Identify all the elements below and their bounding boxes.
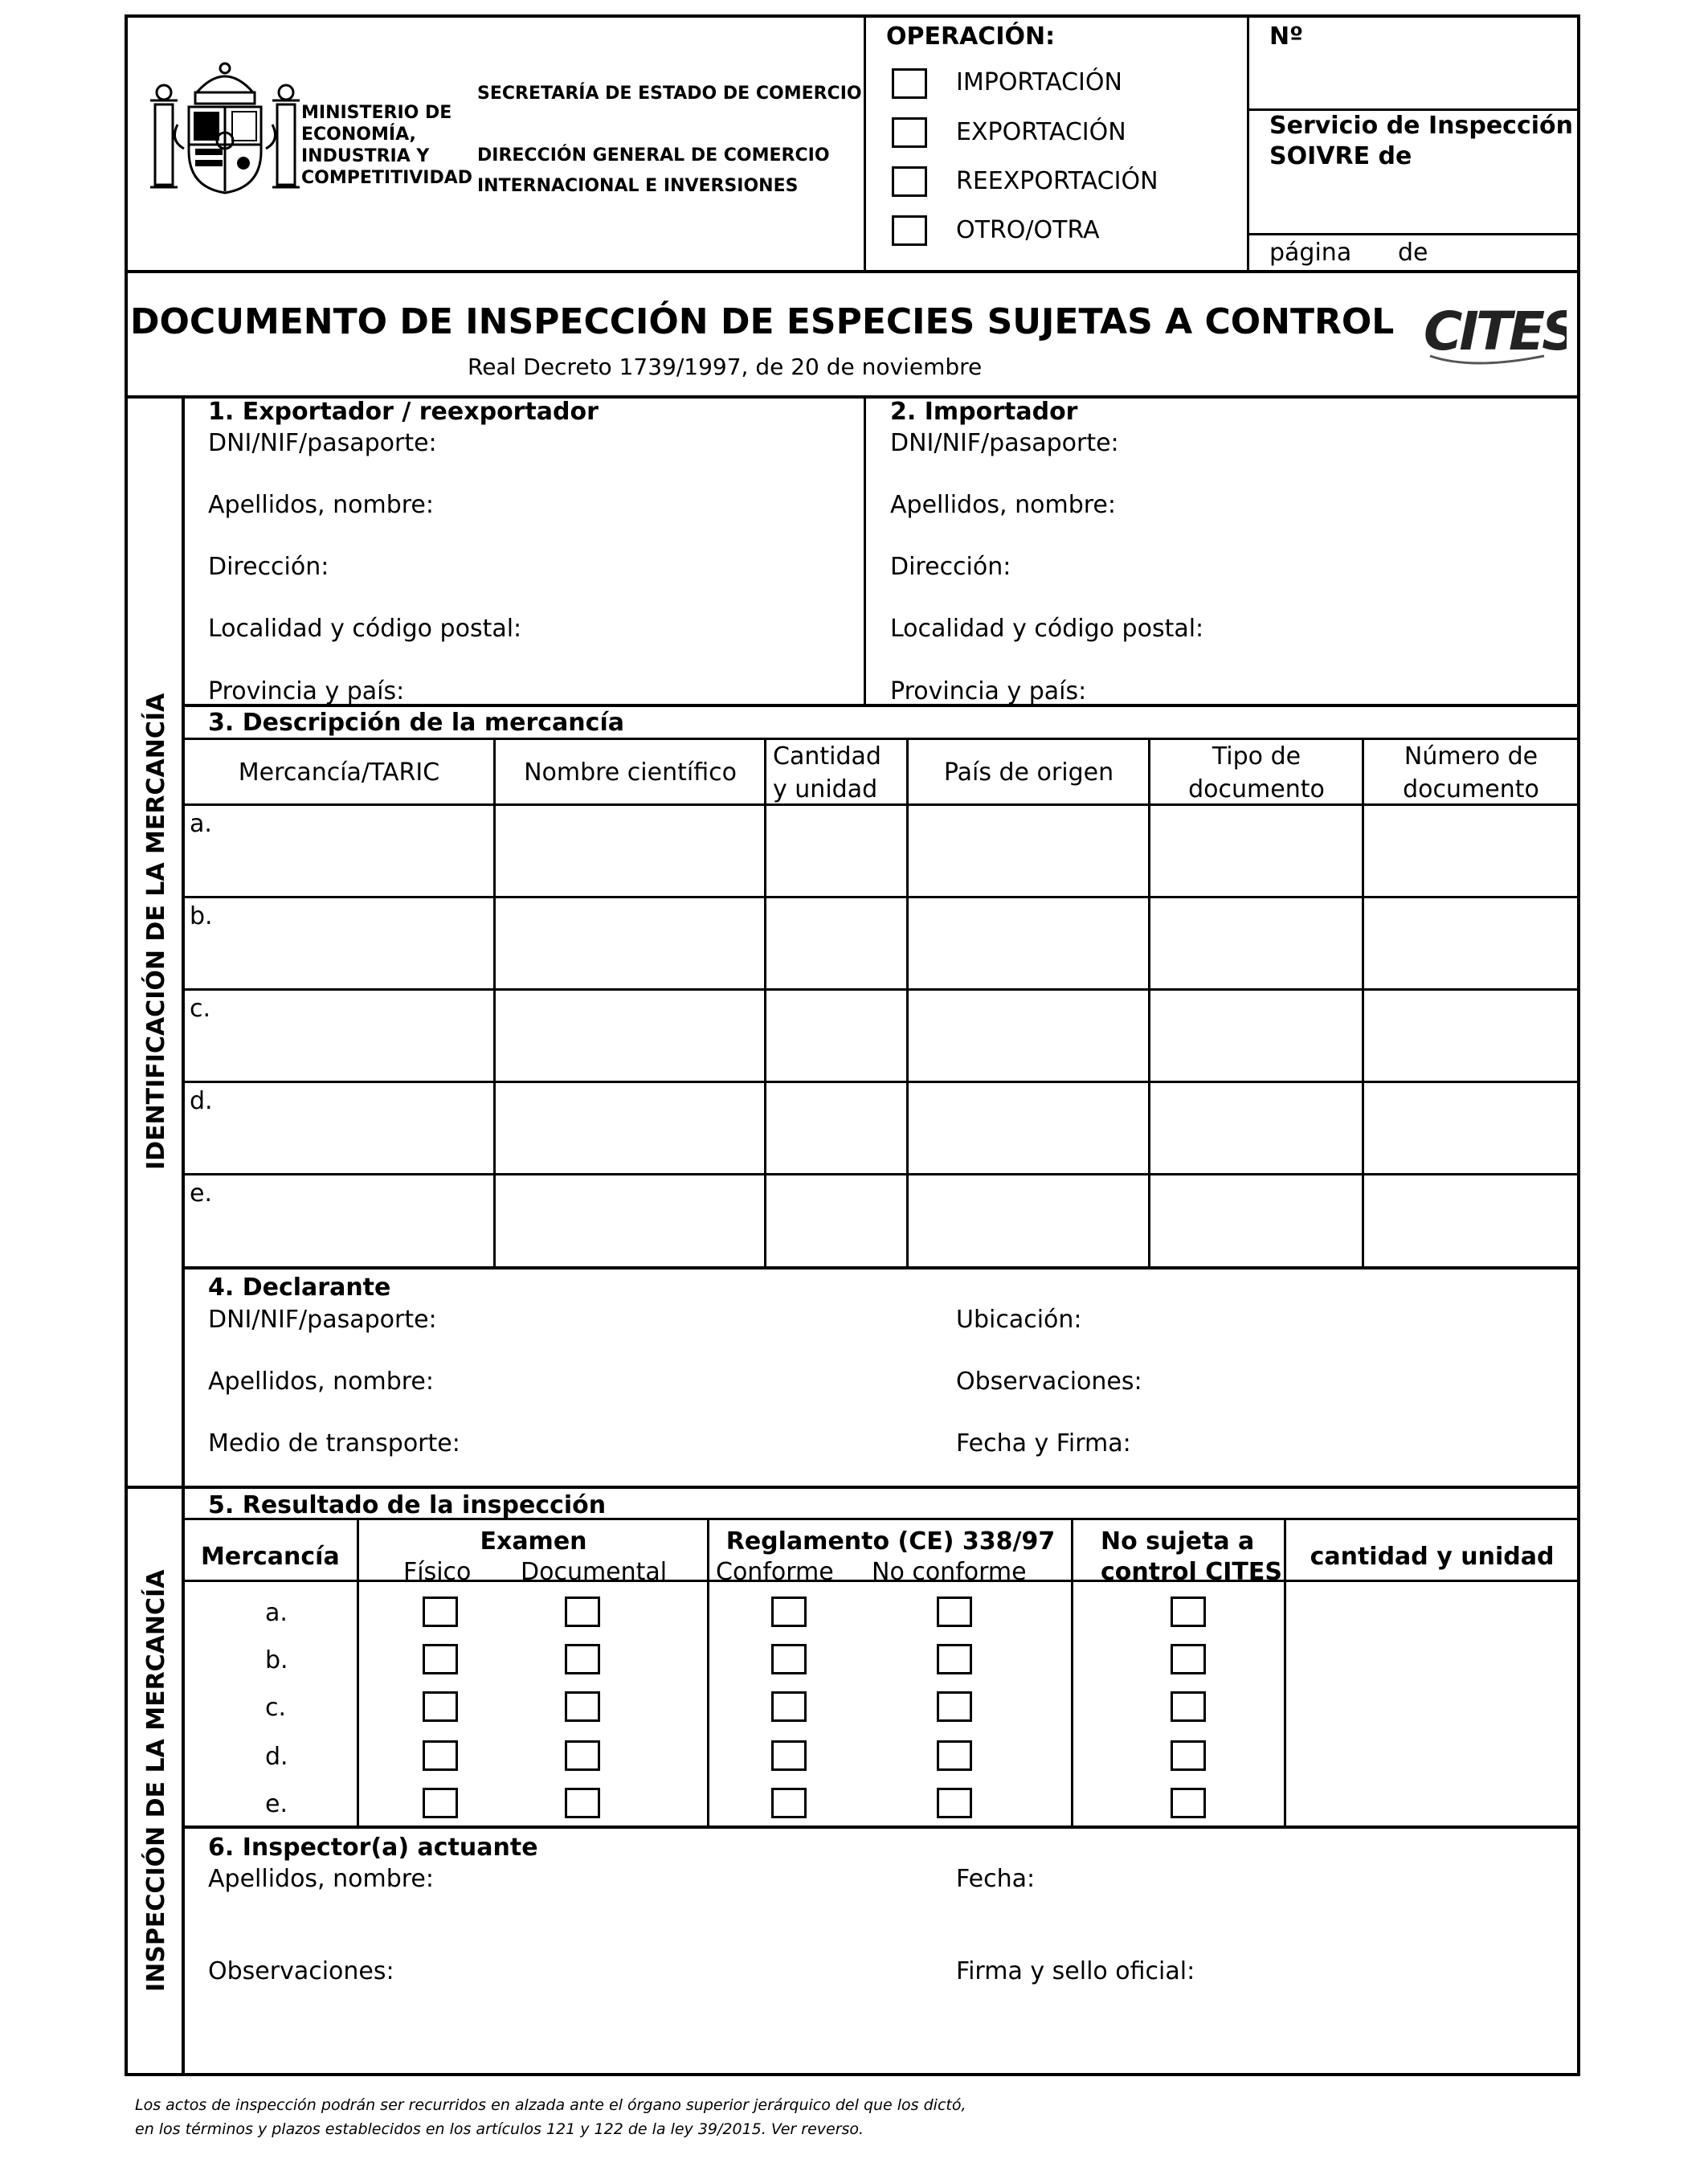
section3-row-line-c	[182, 988, 1580, 991]
section1-field-apellidos: Apellidos, nombre:	[208, 491, 435, 519]
section5-col-documental: Documental	[521, 1558, 668, 1586]
section3-col-tipo-line-2: documento	[1188, 775, 1325, 803]
checkbox-c-no-sujeta[interactable]	[1171, 1691, 1206, 1722]
checkbox-a-fisico[interactable]	[423, 1597, 458, 1627]
direccion-label-line-2: INTERNACIONAL E INVERSIONES	[477, 176, 799, 196]
checkbox-e-no-conforme[interactable]	[937, 1788, 972, 1818]
footer-note-line-1: Los actos de inspección podrán ser recurridos en alzada ante el órgano superior jerárquico del que los dictó,	[135, 2096, 966, 2114]
section5-top-line	[125, 1486, 1580, 1489]
section5-col-no-sujeta-line-2: control CITES	[1101, 1558, 1282, 1586]
form-bottom-border	[125, 2073, 1580, 2076]
header-bottom-line	[125, 270, 1580, 273]
section5-col-mercancia: Mercancía	[201, 1543, 340, 1571]
secretaria-label: SECRETARÍA DE ESTADO DE COMERCIO	[477, 84, 862, 104]
checkbox-b-conforme[interactable]	[771, 1644, 807, 1674]
side-column-divider	[182, 395, 185, 2076]
section2-field-direccion: Dirección:	[890, 553, 1011, 581]
section3-col-mercancia: Mercancía/TARIC	[238, 758, 440, 787]
section3-col-pais: País de origen	[943, 758, 1114, 787]
section5-col-divider-2	[707, 1518, 709, 1827]
checkbox-b-no-sujeta[interactable]	[1171, 1644, 1206, 1674]
section3-col-divider-5	[1362, 738, 1364, 1268]
section6-field-firma-sello: Firma y sello oficial:	[956, 1957, 1195, 1985]
section3-col-divider-1	[493, 738, 496, 1268]
section5-col-no-conforme: No conforme	[872, 1558, 1027, 1586]
checkbox-e-no-sujeta[interactable]	[1171, 1788, 1206, 1818]
section4-field-transporte: Medio de transporte:	[208, 1429, 460, 1458]
section5-col-examen: Examen	[480, 1527, 587, 1556]
section5-row-e-label: e.	[265, 1790, 288, 1818]
section5-col-divider-4	[1284, 1518, 1286, 1827]
section2-field-apellidos: Apellidos, nombre:	[890, 491, 1117, 519]
section4-field-observaciones: Observaciones:	[956, 1368, 1142, 1396]
checkbox-b-fisico[interactable]	[423, 1644, 458, 1674]
direccion-label-line-1: DIRECCIÓN GENERAL DE COMERCIO	[477, 145, 830, 166]
section6-title: 6. Inspector(a) actuante	[208, 1834, 538, 1862]
checkbox-a-documental[interactable]	[565, 1597, 600, 1627]
document-subtitle: Real Decreto 1739/1997, de 20 de noviembre	[468, 354, 983, 380]
section3-col-divider-4	[1148, 738, 1150, 1268]
servicio-label-line-2: SOIVRE de	[1269, 142, 1412, 170]
section5-row-a-label: a.	[265, 1599, 288, 1627]
section3-col-divider-2	[764, 738, 766, 1268]
header-divider-1	[864, 14, 866, 272]
section5-col-conforme: Conforme	[716, 1558, 834, 1586]
section1-title: 1. Exportador / reexportador	[208, 398, 599, 426]
section3-row-line-e	[182, 1173, 1580, 1175]
checkbox-e-fisico[interactable]	[423, 1788, 458, 1818]
side-label-inspeccion: INSPECCIÓN DE LA MERCANCÍA	[142, 1569, 170, 1992]
checkbox-reexportacion[interactable]	[892, 166, 927, 197]
svg-text:CITES: CITES	[1424, 301, 1567, 362]
section2-field-localidad: Localidad y código postal:	[890, 615, 1204, 643]
checkbox-c-conforme[interactable]	[771, 1691, 807, 1722]
section1-field-direccion: Dirección:	[208, 553, 329, 581]
pagina-label: página	[1269, 239, 1352, 267]
operacion-otro-label: OTRO/OTRA	[956, 216, 1100, 244]
section4-top-line	[182, 1266, 1580, 1269]
section3-row-c-label: c.	[190, 995, 211, 1023]
section2-field-provincia: Provincia y país:	[890, 677, 1087, 705]
section5-col-reglamento: Reglamento (CE) 338/97	[725, 1527, 1056, 1556]
section5-col-fisico: Físico	[403, 1558, 472, 1586]
ministry-name-line-1: MINISTERIO DE	[301, 103, 452, 123]
section5-col-no-sujeta-line-1: No sujeta a	[1101, 1527, 1255, 1556]
section4-field-fecha-firma: Fecha y Firma:	[956, 1429, 1131, 1458]
section3-title: 3. Descripción de la mercancía	[208, 709, 624, 737]
section3-col-numero-line-2: documento	[1403, 775, 1539, 803]
numero-label: Nº	[1269, 22, 1304, 51]
document-title: DOCUMENTO DE INSPECCIÓN DE ESPECIES SUJETAS A CONTROL	[130, 301, 1395, 342]
section1-field-localidad: Localidad y código postal:	[208, 615, 522, 643]
form-right-border	[1577, 14, 1580, 2076]
section3-row-e-label: e.	[190, 1180, 212, 1208]
checkbox-c-no-conforme[interactable]	[937, 1691, 972, 1722]
section3-header-top	[182, 738, 1580, 740]
form-left-border	[125, 14, 128, 2076]
checkbox-d-fisico[interactable]	[423, 1740, 458, 1771]
section1-2-divider	[864, 395, 866, 705]
checkbox-a-conforme[interactable]	[771, 1597, 807, 1627]
operacion-label: OPERACIÓN:	[886, 22, 1056, 51]
operacion-reexportacion-label: REEXPORTACIÓN	[956, 167, 1158, 195]
ministry-name-line-3: INDUSTRIA Y	[301, 146, 430, 166]
section1-field-provincia: Provincia y país:	[208, 677, 405, 705]
ministry-name-line-4: COMPETITIVIDAD	[301, 168, 473, 188]
section3-row-line-b	[182, 896, 1580, 898]
section3-row-a-label: a.	[190, 810, 212, 838]
section3-col-tipo-line-1: Tipo de	[1212, 742, 1301, 771]
section4-field-dni: DNI/NIF/pasaporte:	[208, 1306, 437, 1334]
section3-row-line-d	[182, 1081, 1580, 1083]
section1-field-dni: DNI/NIF/pasaporte:	[208, 429, 437, 457]
checkbox-a-no-conforme[interactable]	[937, 1597, 972, 1627]
section6-top-line	[182, 1826, 1580, 1829]
section5-title: 5. Resultado de la inspección	[208, 1491, 607, 1519]
checkbox-exportacion[interactable]	[892, 117, 927, 148]
section5-row-d-label: d.	[265, 1743, 288, 1771]
checkbox-b-no-conforme[interactable]	[937, 1644, 972, 1674]
section3-row-b-label: b.	[190, 902, 213, 930]
section6-field-fecha: Fecha:	[956, 1865, 1036, 1893]
header-number-divider	[1247, 108, 1578, 111]
servicio-label-line-1: Servicio de Inspección	[1269, 112, 1573, 140]
section3-col-cantidad-line-1: Cantidad	[773, 742, 881, 771]
side-label-identificacion: IDENTIFICACIÓN DE LA MERCANCÍA	[142, 693, 170, 1170]
checkbox-c-fisico[interactable]	[423, 1691, 458, 1722]
checkbox-e-documental[interactable]	[565, 1788, 600, 1818]
checkbox-d-conforme[interactable]	[771, 1740, 807, 1771]
checkbox-a-no-sujeta[interactable]	[1171, 1597, 1206, 1627]
checkbox-d-documental[interactable]	[565, 1740, 600, 1771]
operacion-exportacion-label: EXPORTACIÓN	[956, 118, 1126, 146]
checkbox-e-conforme[interactable]	[771, 1788, 807, 1818]
section6-field-apellidos: Apellidos, nombre:	[208, 1865, 435, 1893]
checkbox-otro[interactable]	[892, 215, 927, 246]
section3-header-bottom	[182, 803, 1580, 806]
checkbox-c-documental[interactable]	[565, 1691, 600, 1722]
section3-col-nombre: Nombre científico	[524, 758, 737, 787]
checkbox-importacion[interactable]	[892, 68, 927, 99]
operacion-importacion-label: IMPORTACIÓN	[956, 68, 1122, 96]
ministry-name-line-2: ECONOMÍA,	[301, 125, 416, 145]
section3-col-divider-3	[906, 738, 909, 1268]
section5-col-divider-1	[357, 1518, 359, 1827]
section2-field-dni: DNI/NIF/pasaporte:	[890, 429, 1119, 457]
section5-row-b-label: b.	[265, 1646, 288, 1674]
section4-field-apellidos: Apellidos, nombre:	[208, 1368, 435, 1396]
checkbox-d-no-conforme[interactable]	[937, 1740, 972, 1771]
section3-col-cantidad-line-2: y unidad	[773, 775, 878, 803]
header-page-divider	[1247, 233, 1578, 235]
section3-col-numero-line-1: Número de	[1404, 742, 1538, 771]
checkbox-b-documental[interactable]	[565, 1644, 600, 1674]
pagina-de-label: de	[1398, 239, 1428, 267]
section3-row-d-label: d.	[190, 1087, 213, 1115]
form-top-border	[125, 14, 1580, 18]
section5-row-c-label: c.	[265, 1694, 287, 1722]
footer-note-line-2: en los términos y plazos establecidos en los artículos 121 y 122 de la ley 39/2015. Ver reverso.	[135, 2120, 864, 2138]
section6-field-observaciones: Observaciones:	[208, 1957, 394, 1985]
section4-title: 4. Declarante	[208, 1274, 391, 1302]
section5-col-divider-3	[1071, 1518, 1073, 1827]
section4-field-ubicacion: Ubicación:	[956, 1306, 1082, 1334]
section5-col-cantidad: cantidad y unidad	[1310, 1543, 1555, 1571]
section2-title: 2. Importador	[890, 398, 1078, 426]
cites-logo-icon	[1424, 293, 1567, 374]
checkbox-d-no-sujeta[interactable]	[1171, 1740, 1206, 1771]
spain-coat-of-arms-icon	[149, 60, 301, 197]
